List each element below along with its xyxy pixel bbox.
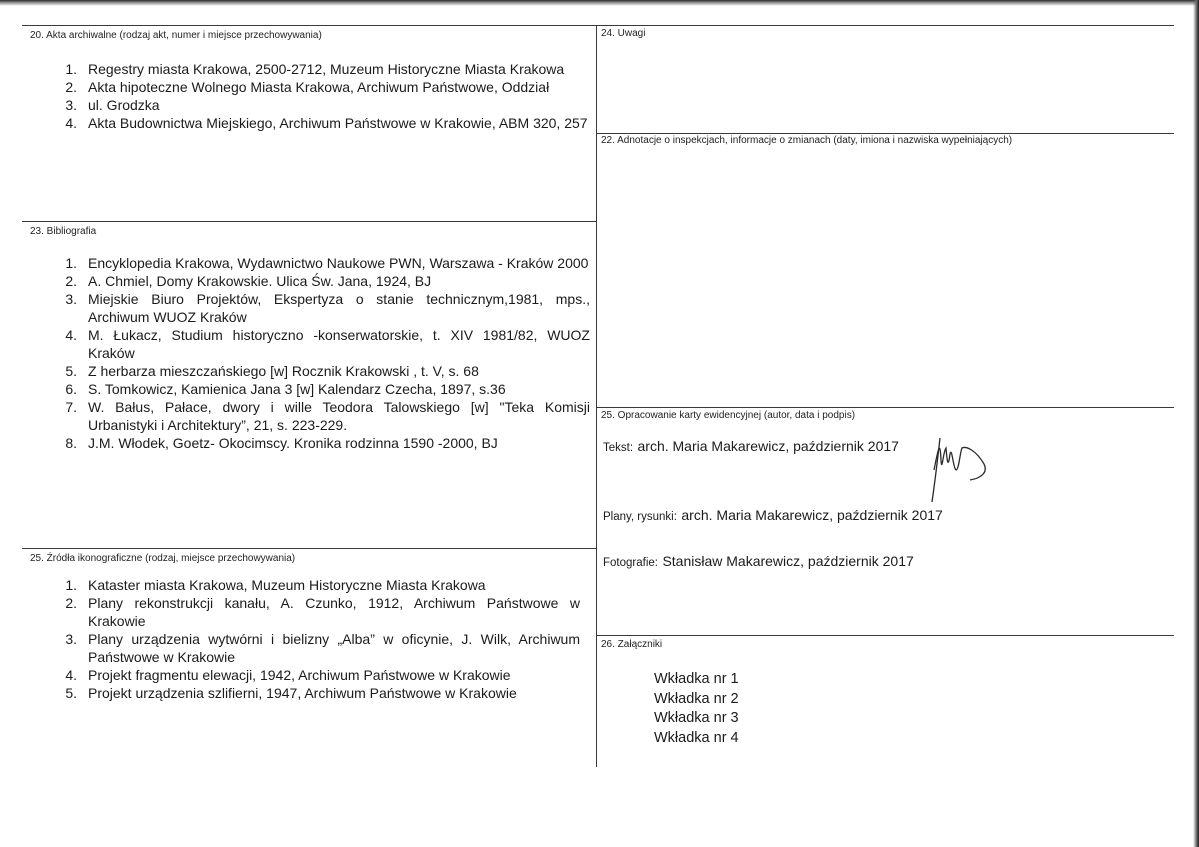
- rule-right-26: [597, 635, 1174, 636]
- fotografie-value: Stanisław Makarewicz, październik 2017: [662, 553, 914, 569]
- top-rule: [22, 25, 1174, 26]
- attachments-list: [654, 670, 739, 748]
- list-item: 8. J.M. Włodek, Goetz- Okocimscy. Kronika rodzinna 1590 -2000, BJ: [65, 435, 498, 451]
- rule-right-25: [597, 407, 1174, 408]
- list-item: 2. Akta hipoteczne Wolnego Miasta Krakowa, Archiwum Państwowe, Oddział: [65, 79, 550, 95]
- list-item: 3. Plany urządzenia wytwórni i bielizny „Alba” w oficynie, J. Wilk, Archiwum Państwowe w Krakowie: [65, 631, 580, 665]
- list-item: 2. A. Chmiel, Domy Krakowskie. Ulica Św. Jana, 1924, BJ: [65, 273, 432, 289]
- column-divider: [596, 25, 597, 767]
- list-item: Wkładka nr 2: [654, 690, 739, 707]
- list-item: 1. Regestry miasta Krakowa, 2500-2712, Muzeum Historyczne Miasta Krakowa: [65, 61, 565, 77]
- list-item: Wkładka nr 3: [654, 710, 739, 726]
- signature-image: [926, 430, 992, 504]
- plany-label: Plany, rysunki:: [603, 511, 677, 523]
- section-22-label: 22. Adnotacje o inspekcjach, informacje o zmianach (daty, imiona i nazwiska wypełniających): [601, 135, 1013, 146]
- list-item: 5. Projekt urządzenia szlifierni, 1947, Archiwum Państwowe w Krakowie: [65, 685, 517, 701]
- rule-left-25: [22, 548, 596, 549]
- tekst-label: Tekst:: [603, 442, 634, 454]
- list-item: 4. Akta Budownictwa Miejskiego, Archiwum Państwowe w Krakowie, ABM 320, 257: [65, 115, 588, 131]
- list-item: 1. Encyklopedia Krakowa, Wydawnictwo Naukowe PWN, Warszawa - Kraków 2000: [65, 255, 589, 271]
- list-item: 4. M. Łukacz, Studium historyczno -konserwatorskie, t. XIV 1981/82, WUOZ Kraków: [65, 327, 590, 361]
- list-item: Wkładka nr 1: [654, 671, 739, 687]
- scan-edge-right: [1193, 0, 1199, 847]
- list-item: Wkładka nr 4: [654, 729, 739, 746]
- scan-edge-top: [0, 0, 1199, 6]
- rule-right-22: [597, 133, 1174, 134]
- plany-value: arch. Maria Makarewicz, październik 2017: [681, 507, 943, 523]
- list-item: 7. W. Bałus, Pałace, dwory i wille Teodora Talowskiego [w] "Teka Komisji Urbanistyki i Architektury”, 21, s. 223-229.: [65, 399, 590, 433]
- list-item: 3. Miejskie Biuro Projektów, Ekspertyza o stanie technicznym,1981, mps., Archiwum WUOZ Kraków: [65, 291, 590, 325]
- section-24-label: 24. Uwagi: [601, 28, 646, 39]
- list-item: 5. Z herbarza mieszczańskiego [w] Rocznik Krakowski , t. V, s. 68: [65, 363, 479, 379]
- tekst-field: [603, 438, 899, 456]
- section-23-label: 23. Bibliografia: [30, 226, 97, 237]
- section-20-label: 20. Akta archiwalne (rodzaj akt, numer i miejsce przechowywania): [30, 30, 322, 41]
- rule-left-23: [22, 221, 596, 222]
- list-item: 4. Projekt fragmentu elewacji, 1942, Archiwum Państwowe w Krakowie: [65, 667, 511, 683]
- list-item: 1. Kataster miasta Krakowa, Muzeum Historyczne Miasta Krakowa: [65, 577, 486, 593]
- tekst-value: arch. Maria Makarewicz, październik 2017: [637, 438, 899, 454]
- section-25-author-label: 25. Opracowanie karty ewidencyjnej (autor, data i podpis): [601, 410, 856, 421]
- fotografie-field: [603, 553, 914, 571]
- fotografie-label: Fotografie:: [603, 557, 658, 569]
- plany-field: [603, 507, 943, 525]
- list-item: 3. ul. Grodzka: [65, 97, 160, 113]
- section-20-list: [57, 60, 590, 132]
- section-26-label: 26. Załączniki: [601, 639, 663, 650]
- list-item: 2. Plany rekonstrukcji kanału, A. Czunko, 1912, Archiwum Państwowe w Krakowie: [65, 595, 580, 629]
- list-item: 6. S. Tomkowicz, Kamienica Jana 3 [w] Kalendarz Czecha, 1897, s.36: [65, 381, 506, 397]
- section-23-list: [57, 254, 590, 452]
- section-25-sources-label: 25. Źródła ikonograficzne (rodzaj, miejsce przechowywania): [30, 553, 296, 564]
- section-25-sources-list: [57, 576, 580, 702]
